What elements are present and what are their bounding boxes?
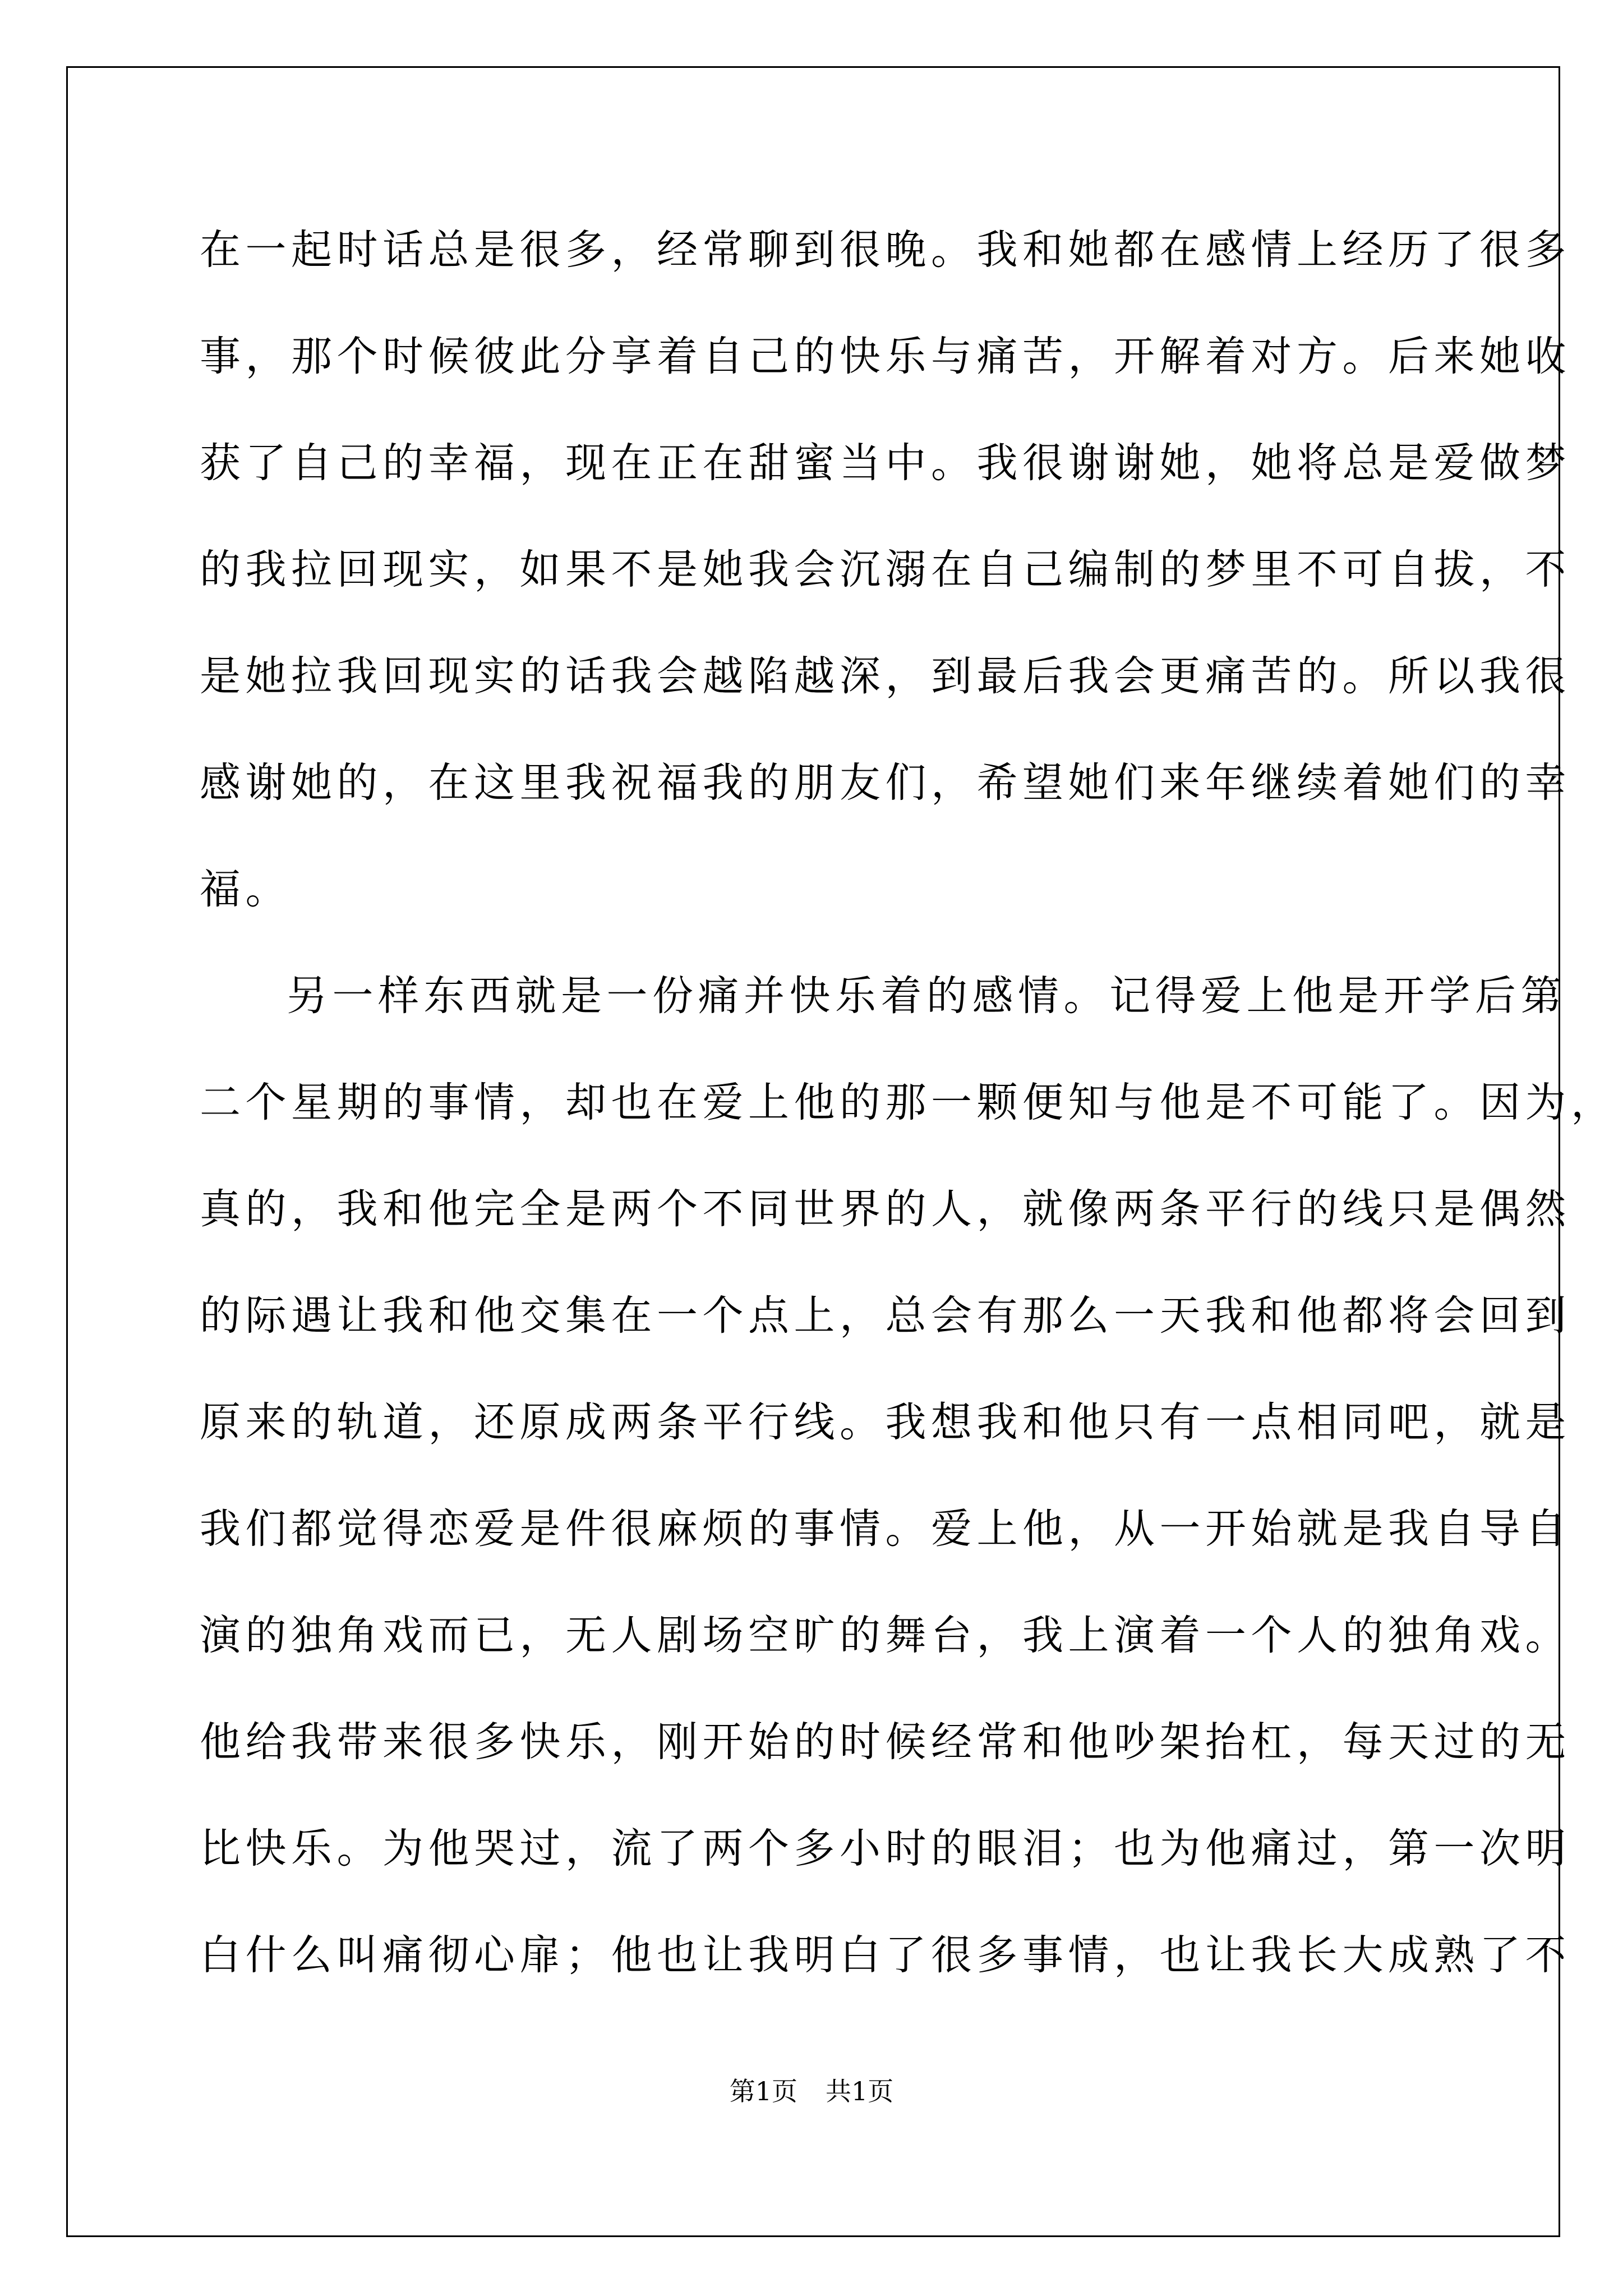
text-line: 他给我带来很多快乐，刚开始的时候经常和他吵架抬杠，每天过的无: [200, 1718, 1571, 1766]
text-line: 获了自己的幸福，现在正在甜蜜当中。我很谢谢她，她将总是爱做梦: [200, 439, 1571, 487]
text-line: 的我拉回现实，如果不是她我会沉溺在自己编制的梦里不可自拔，不: [200, 546, 1571, 593]
text-line: 演的独角戏而已，无人剧场空旷的舞台，我上演着一个人的独角戏。: [200, 1612, 1571, 1659]
text-line: 我们都觉得恋爱是件很麻烦的事情。爱上他，从一开始就是我自导自: [200, 1505, 1571, 1553]
text-line: 真的，我和他完全是两个不同世界的人，就像两条平行的线只是偶然: [200, 1185, 1571, 1233]
text-line: 比快乐。为他哭过，流了两个多小时的眼泪；也为他痛过，第一次明: [200, 1825, 1571, 1872]
text-line: 在一起时话总是很多，经常聊到很晚。我和她都在感情上经历了很多: [200, 226, 1571, 274]
text-line: 二个星期的事情，却也在爱上他的那一颗便知与他是不可能了。因为，: [200, 1079, 1617, 1126]
text-line: 是她拉我回现实的话我会越陷越深，到最后我会更痛苦的。所以我很: [200, 652, 1571, 700]
page-border: [66, 66, 1560, 2237]
page-number: 第1页: [729, 2076, 797, 2106]
text-line: 的际遇让我和他交集在一个点上，总会有那么一天我和他都将会回到: [200, 1292, 1571, 1340]
text-line: 事，那个时候彼此分享着自己的快乐与痛苦，开解着对方。后来她收: [200, 333, 1571, 380]
page-total: 共1页: [826, 2076, 894, 2106]
text-line: 白什么叫痛彻心扉；他也让我明白了很多事情，也让我长大成熟了不: [200, 1931, 1571, 1979]
paragraph-first-line: 另一样东西就是一份痛并快乐着的感情。记得爱上他是开学后第: [287, 972, 1566, 1020]
page-footer: [0, 2074, 1623, 2108]
text-line: 福。: [200, 866, 291, 913]
text-line: 感谢她的，在这里我祝福我的朋友们，希望她们来年继续着她们的幸: [200, 759, 1571, 807]
text-line: 原来的轨道，还原成两条平行线。我想我和他只有一点相同吧，就是: [200, 1398, 1571, 1446]
